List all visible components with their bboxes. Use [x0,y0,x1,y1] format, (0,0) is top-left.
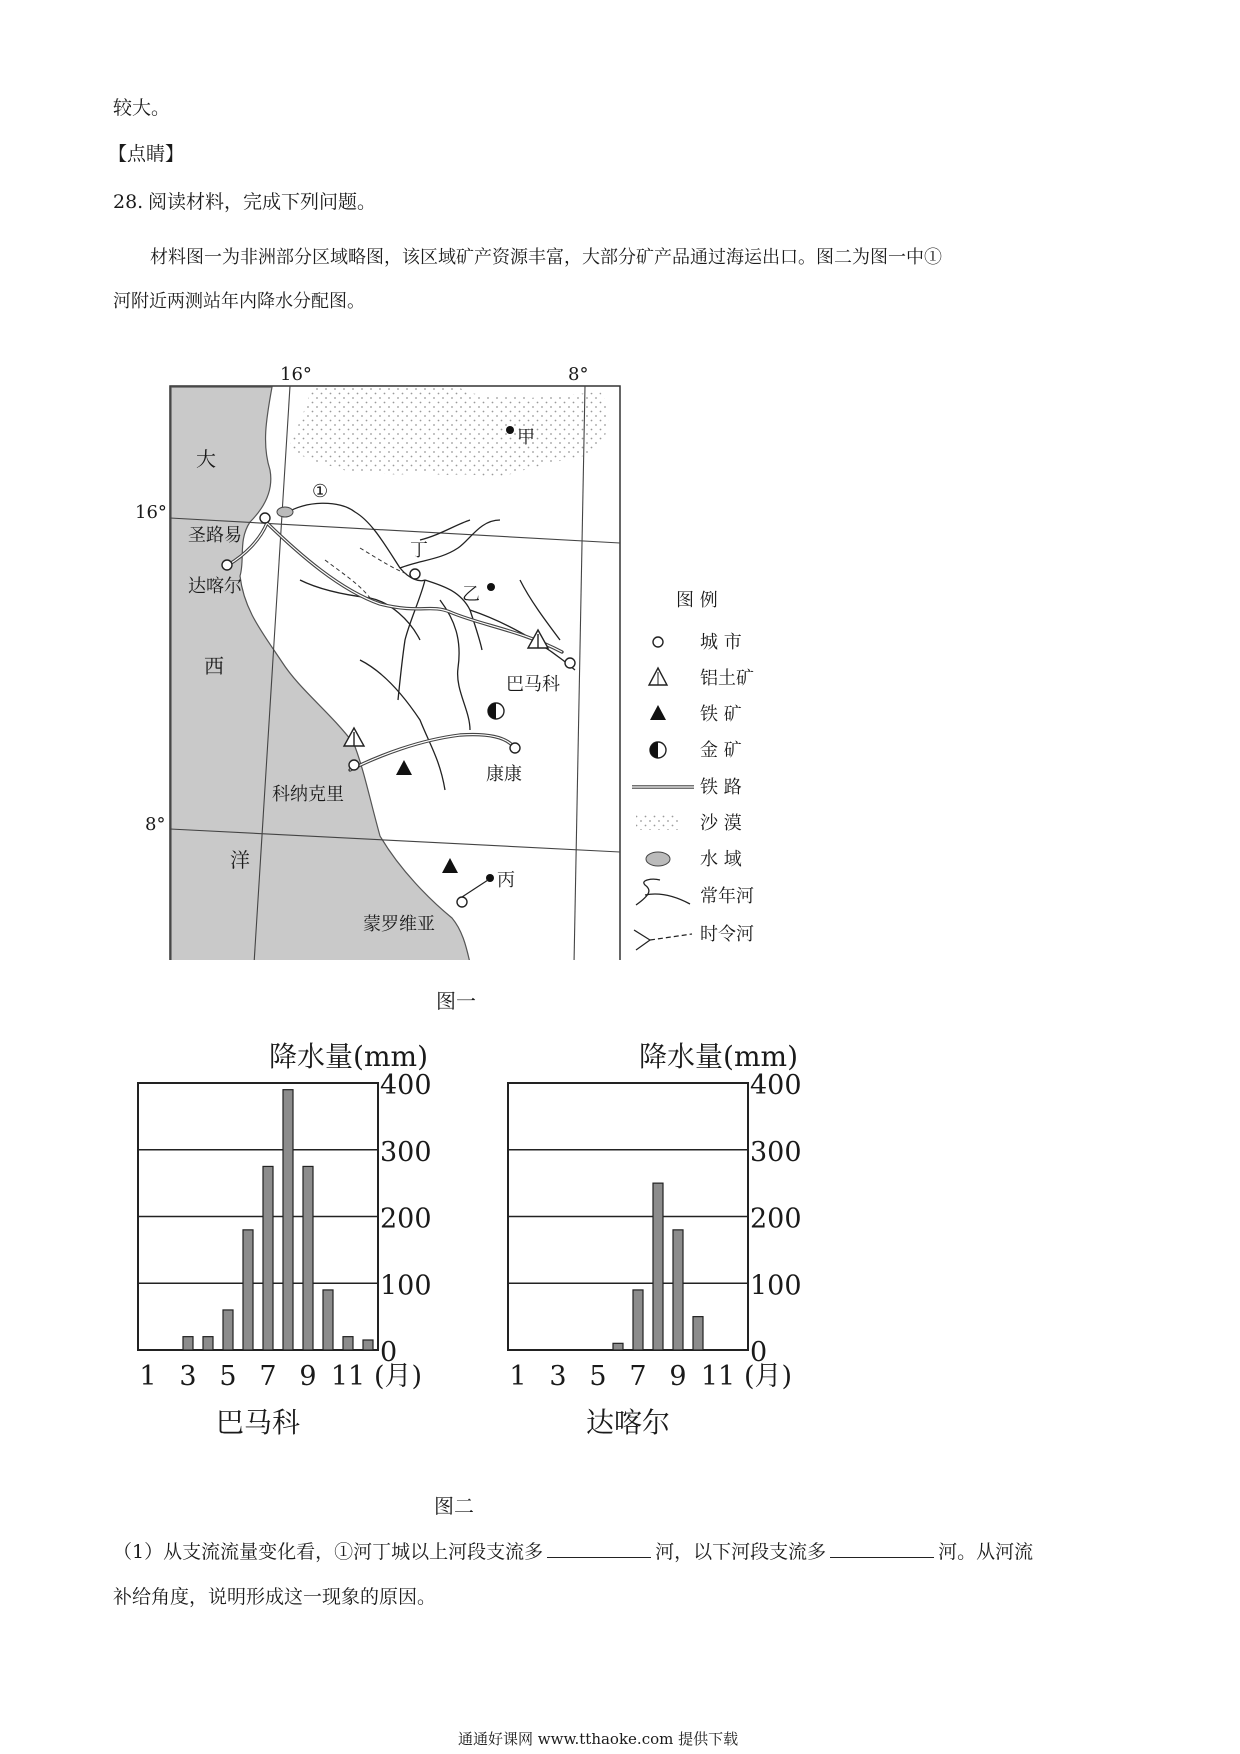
precip-chart-dakar [490,1030,850,1470]
precip-bar-month-9 [673,1230,683,1350]
place-bamako: 巴马科 [506,674,560,695]
figure-1-caption: 图一 [436,989,476,1013]
material-line-1: 材料图一为非洲部分区域略图，该区域矿产资源丰富，大部分矿产品通过海运出口。图二为图一中① [150,247,942,268]
precip-bar-month-9 [303,1166,313,1350]
place-saint-louis: 圣路易 [188,525,242,546]
precip-bar-month-5 [223,1310,233,1350]
map-legend [632,590,754,950]
q1-text-part1: （1）从支流流量变化看，①河丁城以上河段支流多 [113,1541,544,1563]
question-number: 28. [113,191,144,213]
lon-label-8: 8° [568,364,589,385]
y-tick-label: 400 [380,1070,432,1101]
y-axis-title: 降水量(mm) [269,1040,428,1073]
precip-bar-month-7 [633,1290,643,1350]
x-tick-label: 9 [669,1361,687,1392]
ocean-char-3: 洋 [230,848,250,872]
place-kankan: 康康 [486,764,522,785]
precip-bar-month-8 [653,1183,663,1350]
precip-bar-month-4 [203,1337,213,1350]
legend-city: 城 市 [700,632,742,653]
river-label: ① [312,481,329,502]
legend-title: 图 例 [676,590,718,611]
material-line-2: 河附近两测站年内降水分配图。 [113,291,365,312]
x-tick-label: 5 [219,1361,237,1392]
answer-blank-1[interactable] [547,1539,651,1558]
legend-seasonal-river: 时令河 [700,924,754,945]
y-tick-label: 200 [750,1203,802,1235]
x-tick-label: 7 [629,1361,647,1392]
q1-text-part3: 河。从河流 [938,1541,1034,1563]
precip-bar-month-12 [363,1340,373,1350]
x-axis-unit: (月) [374,1361,423,1392]
answer-blank-2[interactable] [830,1539,934,1558]
legend-gold: 金 矿 [700,740,742,761]
legend-water: 水 域 [700,849,742,870]
precip-bar-month-11 [343,1337,353,1350]
gold-marker [488,703,504,719]
precip-chart-bamako [120,1030,480,1470]
ocean-char-1: 大 [196,447,216,471]
x-tick-label: 9 [299,1361,317,1392]
y-tick-label: 0 [380,1337,398,1368]
figure-2-caption: 图二 [434,1494,474,1518]
place-conakry: 科纳克里 [272,784,344,805]
x-tick-label: 11 [700,1361,736,1392]
place-jia: 甲 [517,427,535,448]
ocean-char-2: 西 [204,654,224,678]
station-title: 达喀尔 [585,1406,671,1439]
lat-label-16: 16° [135,502,167,523]
lon-label-16: 16° [280,364,312,385]
africa-region-map [120,360,780,960]
question-1-line-2: 补给角度，说明形成这一现象的原因。 [113,1586,437,1608]
station-title: 巴马科 [215,1406,301,1439]
x-tick-label: 1 [509,1361,527,1392]
precip-bar-month-10 [693,1317,703,1350]
precip-bar-month-3 [183,1337,193,1350]
legend-desert: 沙 漠 [700,813,742,834]
x-tick-label: 5 [589,1361,607,1392]
y-tick-label: 0 [750,1337,768,1368]
x-tick-label: 1 [139,1361,157,1392]
x-tick-label: 7 [259,1361,277,1392]
y-tick-label: 200 [380,1203,432,1235]
y-axis-title: 降水量(mm) [639,1040,798,1073]
legend-bauxite: 铝土矿 [700,668,754,689]
y-tick-label: 300 [380,1136,432,1168]
lat-label-8: 8° [145,814,166,835]
y-tick-label: 100 [380,1270,432,1302]
x-axis-unit: (月) [744,1361,793,1392]
precip-bar-month-6 [613,1343,623,1350]
precip-bar-month-8 [283,1090,293,1350]
dianjing-heading: 【点睛】 [108,143,185,165]
y-tick-label: 100 [750,1270,802,1302]
page-footer: 通通好课网 www.tthaoke.com 提供下载 [458,1730,739,1748]
place-dakar: 达喀尔 [188,576,242,597]
x-tick-label: 3 [179,1361,197,1392]
place-monrovia: 蒙罗维亚 [363,914,435,935]
legend-iron: 铁 矿 [700,704,742,725]
precip-bar-month-6 [243,1230,253,1350]
precip-bar-month-7 [263,1166,273,1350]
place-bing: 丙 [497,870,515,891]
q1-text-part2: 河，以下河段支流多 [655,1541,827,1563]
y-tick-label: 300 [750,1136,802,1168]
x-tick-label: 3 [549,1361,567,1392]
prev-answer-end: 较大。 [113,97,171,119]
place-yi: 乙 [462,584,480,605]
water-body [277,507,293,517]
legend-perennial-river: 常年河 [700,886,754,907]
place-ding: 丁 [410,540,428,561]
question-title: 阅读材料，完成下列问题。 [148,191,377,213]
y-tick-label: 400 [750,1070,802,1101]
precip-bar-month-10 [323,1290,333,1350]
x-tick-label: 11 [330,1361,366,1392]
question-1-line-1 [113,1539,1033,1564]
legend-railway: 铁 路 [700,777,742,798]
